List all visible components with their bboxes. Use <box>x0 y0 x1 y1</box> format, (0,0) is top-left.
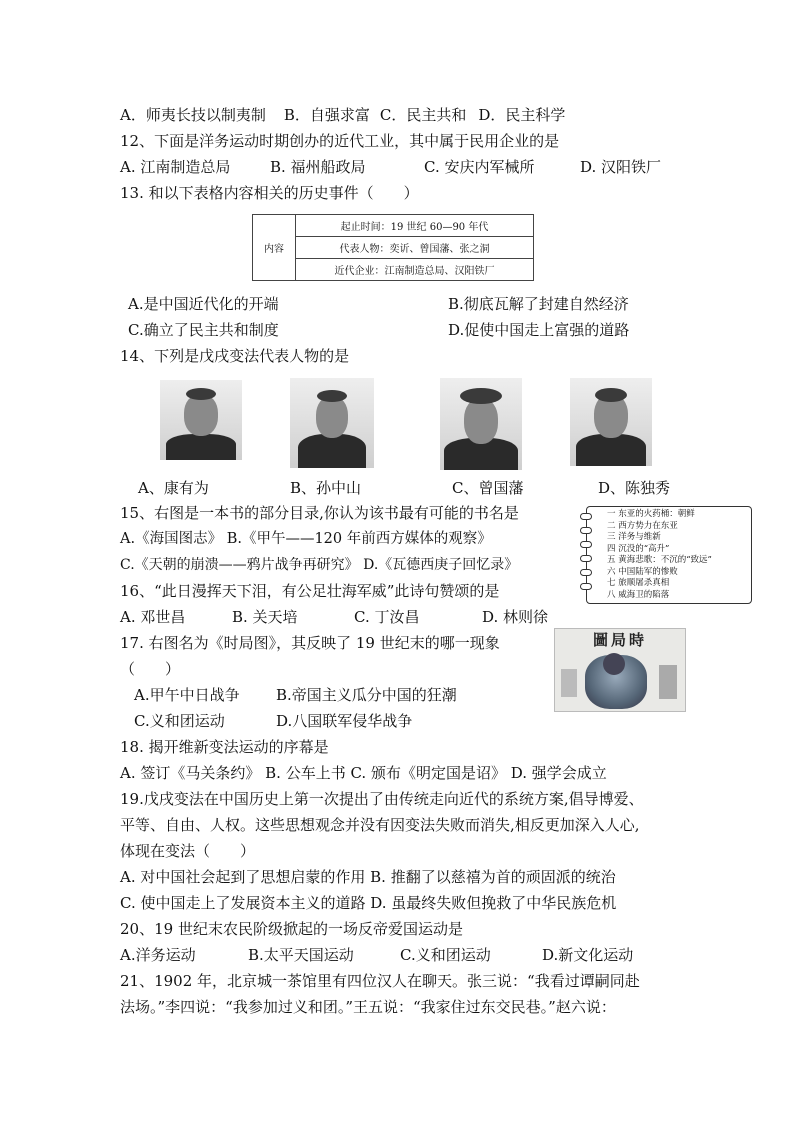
portrait-zeng-guofan <box>440 378 522 470</box>
q16-option-d: D. 林则徐 <box>482 608 549 626</box>
toc-item-3: 三 洋务与维新 <box>607 532 661 542</box>
q13-table-label: 内容 <box>253 215 296 281</box>
q17-option-d: D.八国联军侵华战争 <box>276 712 413 730</box>
portrait-sun-yatsen <box>290 378 374 468</box>
q13-table-row-2: 代表人物：奕䜣、曾国藩、张之洞 <box>296 237 534 259</box>
q11-option-a: A．师夷长技以制夷制 <box>120 106 266 124</box>
q15-stem: 15、右图是一本书的部分目录,你认为该书最有可能的书名是 <box>120 504 519 522</box>
q17-option-b: B.帝国主义瓜分中国的狂潮 <box>276 686 457 704</box>
toc-item-4: 四 沉没的“高升” <box>607 543 670 554</box>
q20-option-b: B.太平天国运动 <box>248 946 354 964</box>
toc-item-2: 二 西方势力在东亚 <box>607 520 678 531</box>
q19-stem-line2: 平等、自由、人权。这些思想观念并没有因变法失败而消失,相反更加深入人心, <box>120 816 640 834</box>
q13-stem: 13. 和以下表格内容相关的历史事件（ ） <box>120 184 419 202</box>
q16-option-a: A. 邓世昌 <box>120 608 186 626</box>
toc-item-1: 一 东亚的火药桶：朝鲜 <box>607 509 695 519</box>
q19-stem-line3: 体现在变法（ ） <box>120 842 256 860</box>
q12-option-d: D. 汉阳铁厂 <box>580 158 662 176</box>
portrait-kang-youwei <box>160 380 242 460</box>
q14-option-d: D、陈独秀 <box>598 479 671 497</box>
toc-item-6: 六 中国陆军的惨败 <box>607 566 678 577</box>
q11-option-d: D．民主科学 <box>478 106 566 124</box>
q14-option-a: A、康有为 <box>138 479 209 497</box>
q11-option-b: B．自强求富 <box>283 106 370 124</box>
q16-option-b: B. 关天培 <box>232 608 298 626</box>
portrait-chen-duxiu <box>570 378 652 466</box>
q14-option-b: B、孙中山 <box>290 479 362 497</box>
q13-option-a: A.是中国近代化的开端 <box>128 295 279 313</box>
q15-book-toc-image <box>586 506 752 604</box>
q16-option-c: C. 丁汝昌 <box>354 608 420 626</box>
q15-options-line1: A.《海国图志》 B.《甲午——120 年前西方媒体的观察》 <box>120 531 492 547</box>
q18-stem: 18. 揭开维新变法运动的序幕是 <box>120 738 329 756</box>
q18-options-line: A. 签订《马关条约》 B. 公车上书 C. 颁布《明定国是诏》 D. 强学会成立 <box>120 764 607 782</box>
q15-options-line2: C.《天朝的崩溃——鸦片战争再研究》 D.《瓦德西庚子回忆录》 <box>120 557 519 573</box>
q13-table-row-1: 起止时间：19 世纪 60—90 年代 <box>296 215 534 237</box>
q17-shiju-tu-image <box>554 628 686 712</box>
q17-stem: 17. 右图名为《时局图》，其反映了 19 世纪末的哪一现象 <box>120 634 500 652</box>
q12-option-c: C. 安庆内军械所 <box>424 158 535 176</box>
q11-option-c: C．民主共和 <box>379 106 467 124</box>
q21-line2: 法场。”李四说：“我参加过义和团。”王五说：“我家住过东交民巷。”赵六说： <box>120 998 616 1016</box>
q20-option-d: D.新文化运动 <box>542 946 634 964</box>
q17-image-title: 圖局時 <box>592 631 647 649</box>
q20-option-a: A.洋务运动 <box>120 946 196 964</box>
q14-option-c: C、曾国藩 <box>452 479 524 497</box>
q11-options-line <box>120 105 565 125</box>
q14-stem: 14、下列是戊戌变法代表人物的是 <box>120 347 350 365</box>
q13-option-c: C.确立了民主共和制度 <box>128 321 279 339</box>
q19-stem-line1: 19.戊戌变法在中国历史上第一次提出了由传统走向近代的系统方案,倡导博爱、 <box>120 790 644 808</box>
toc-item-7: 七 旅顺屠杀真相 <box>607 578 670 588</box>
q20-stem: 20、19 世纪末农民阶级掀起的一场反帝爱国运动是 <box>120 920 463 938</box>
q13-option-b: B.彻底瓦解了封建自然经济 <box>448 295 629 313</box>
toc-item-8: 八 威海卫的陷落 <box>607 589 670 600</box>
q21-line1: 21、1902 年，北京城一茶馆里有四位汉人在聊天。张三说：“我看过谭嗣同赴 <box>120 972 640 990</box>
q16-stem: 16、“此日漫挥天下泪，有公足壮海军威”此诗句赞颂的是 <box>120 582 500 600</box>
q12-option-b: B. 福州船政局 <box>270 158 366 176</box>
q12-stem: 12、下面是洋务运动时期创办的近代工业，其中属于民用企业的是 <box>120 132 560 150</box>
q13-table-row-3: 近代企业：江南制造总局、汉阳铁厂 <box>296 259 534 281</box>
toc-item-5: 五 黄海悲歌：不沉的“致远” <box>607 555 712 565</box>
q13-table <box>252 214 534 281</box>
q12-option-a: A. 江南制造总局 <box>120 158 231 176</box>
q17-paren: （ ） <box>120 660 181 678</box>
q17-option-a: A.甲午中日战争 <box>134 686 240 704</box>
q19-options-line1: A. 对中国社会起到了思想启蒙的作用 B. 推翻了以慈禧为首的顽固派的统治 <box>120 868 616 886</box>
q19-options-line2: C. 使中国走上了发展资本主义的道路 D. 虽最终失败但挽救了中华民族危机 <box>120 894 617 912</box>
q17-option-c: C.义和团运动 <box>134 712 225 730</box>
q20-option-c: C.义和团运动 <box>400 946 491 964</box>
q13-option-d: D.促使中国走上富强的道路 <box>448 321 630 339</box>
